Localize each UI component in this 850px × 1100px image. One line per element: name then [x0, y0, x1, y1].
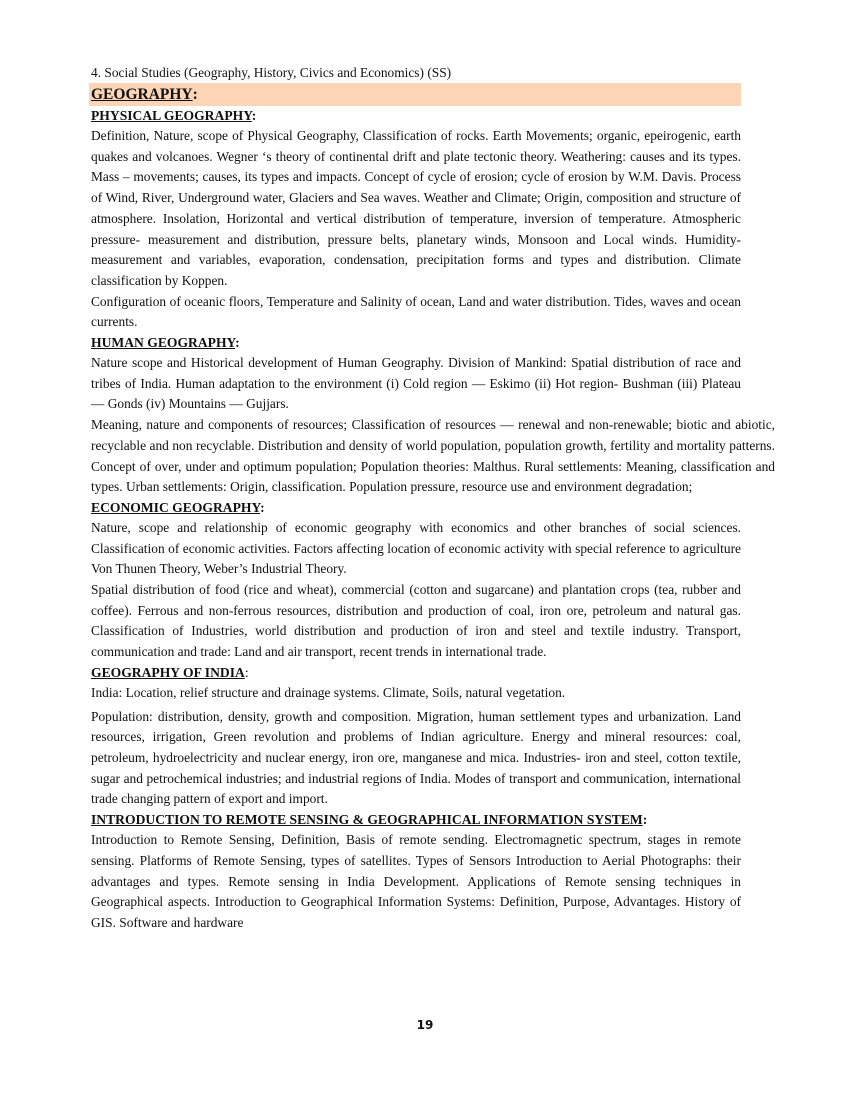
geography-of-india-colon: : — [244, 664, 249, 680]
geography-of-india-heading-text: GEOGRAPHY OF INDIA — [91, 664, 245, 680]
physical-geography-paragraph-1: Definition, Nature, scope of Physical Geography, Classification of rocks. Earth Movements; organic, epeirogenic, earth quakes and volcanoes. Wegner ‘s theory of continental drift and plate tectonic theory. Weathering: causes and its types. Mass – movements; causes, its types and impacts. Concept of cycle of erosion; cycle of erosion by W.M. Davis. Process of Wind, River, Underground water, Glaciers and Sea waves. Weather and Climate; Origin, composition and structure of atmosphere. Insolation, Horizontal and vertical distribution of temperature, inversion of temperature. Atmospheric pressure- measurement and distribution, pressure belts, planetary winds, Monsoon and Local winds. Humidity- measurement and variables, evaporation, condensation, precipitation forms and types and distribution. Climate classification by Koppen. — [91, 128, 741, 288]
geography-of-india-heading — [91, 663, 741, 683]
geography-band — [89, 83, 741, 106]
remote-sensing-heading-text: INTRODUCTION TO REMOTE SENSING & GEOGRAPHICAL INFORMATION SYSTEM — [91, 812, 643, 828]
remote-sensing-colon: : — [642, 812, 648, 828]
remote-sensing-paragraph-1: Introduction to Remote Sensing, Definition, Basis of remote sending. Electromagnetic spectrum, stages in remote sensing. Platforms of Remote Sensing, types of satellites. Types of Sensors Introduction to Aerial Photographs: their advantages and types. Remote sensing in India Development. Applications of Remote sensing techniques in Geographical aspects. Introduction to Geographical Information Systems: Definition, Purpose, Advantages. History of GIS. Software and hardware — [91, 832, 741, 930]
geography-title: GEOGRAPHY — [91, 85, 193, 103]
physical-geography-heading-text: PHYSICAL GEOGRAPHY — [91, 108, 252, 123]
physical-geography-heading — [91, 106, 741, 126]
physical-geography-colon: : — [251, 108, 257, 123]
document-page — [91, 64, 775, 934]
economic-geography-paragraph-2: Spatial distribution of food (rice and wheat), commercial (cotton and sugarcane) and plantation crops (tea, rubber and coffee). Ferrous and non-ferrous resources, distribution and production of coal, iron ore, petroleum and natural gas. Classification of Industries, world distribution and production of iron and steel and textile industry. Transport, communication and trade: Land and air transport, recent trends in international trade. — [91, 582, 741, 660]
human-geography-colon: : — [235, 335, 240, 351]
economic-geography-heading-text: ECONOMIC GEOGRAPHY — [91, 499, 261, 515]
human-geography-paragraph-1: Nature scope and Historical development of Human Geography. Division of Mankind: Spatial distribution of race and tribes of India. Human adaptation to the environment (i) Cold region — Eskimo (ii) Hot region- Bushman (iii) Plateau — Gonds (iv) Mountains — Gujjars. — [91, 355, 741, 412]
economic-geography-paragraph-1: Nature, scope and relationship of economic geography with economics and other branches of social sciences. Classification of economic activities. Factors affecting location of economic activity with special reference to agriculture Von Thunen Theory, Weber’s Industrial Theory. — [91, 519, 741, 577]
human-geography-paragraph-2: Meaning, nature and components of resources; Classification of resources — renewal and non-renewable; biotic and abiotic, recyclable and non recyclable. Distribution and density of world population, population growth, fertility and mortality patterns. Concept of over, under and optimum population; Population theories: Malthus. Rural settlements: Meaning, classification and types. Urban settlements: Origin, classification. Population pressure, resource use and environment degradation; — [91, 417, 775, 495]
geography-of-india-paragraph-1: India: Location, relief structure and drainage systems. Climate, Soils, natural vegetation. — [91, 684, 566, 700]
human-geography-heading — [91, 333, 741, 353]
economic-geography-colon: : — [260, 499, 265, 515]
economic-geography-heading — [91, 498, 741, 518]
remote-sensing-heading — [91, 810, 741, 830]
subject-line: 4. Social Studies (Geography, History, Civics and Economics) (SS) — [91, 65, 452, 80]
geography-colon: : — [192, 85, 198, 103]
geography-of-india-paragraph-2: Population: distribution, density, growth and composition. Migration, human settlement types and urbanization. Land resources, irrigation, Green revolution and problems of Indian agriculture. Energy and mineral resources: coal, petroleum, hydroelectricity and nuclear energy, iron ore, manganese and mica. Industries- iron and steel, cotton textile, sugar and petrochemical industries; and industrial regions of India. Modes of transport and communication, international trade changing pattern of export and import. — [91, 708, 741, 807]
physical-geography-paragraph-2: Configuration of oceanic floors, Temperature and Salinity of ocean, Land and water distribution. Tides, waves and ocean currents. — [91, 293, 741, 330]
page-number: 19 — [416, 1018, 434, 1032]
human-geography-heading-text: HUMAN GEOGRAPHY — [91, 335, 236, 351]
